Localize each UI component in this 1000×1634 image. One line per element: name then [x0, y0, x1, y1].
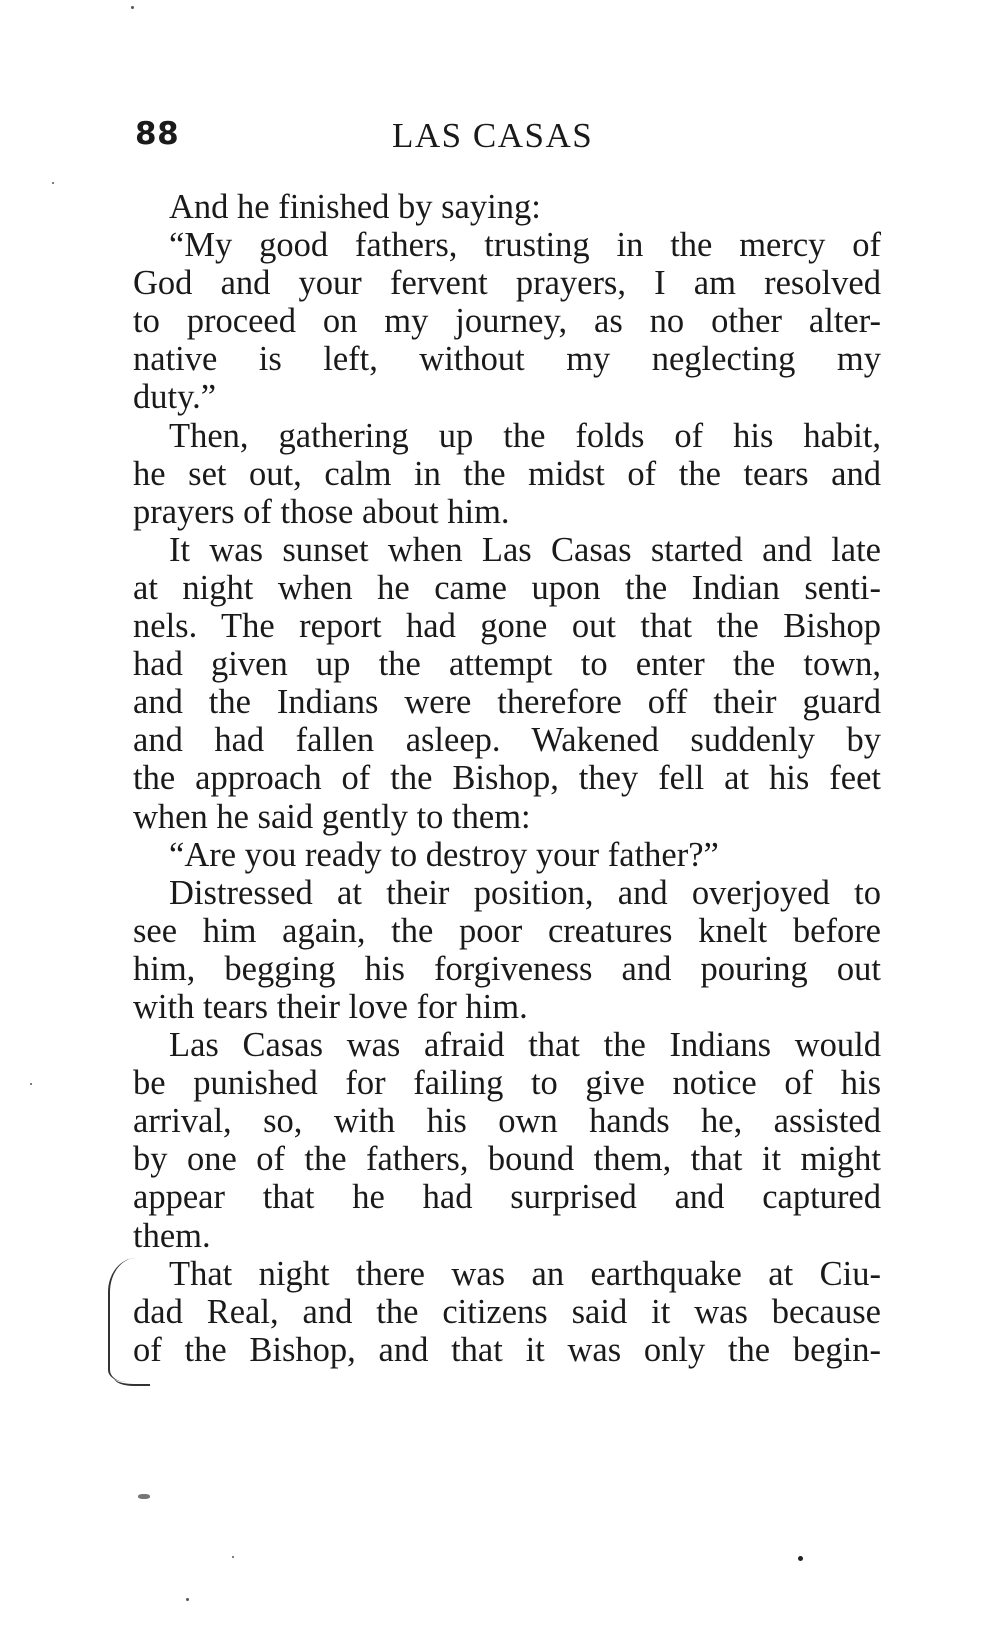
text-line: to proceed on my journey, as no other alter- [133, 302, 881, 341]
handwritten-bracket-mark [108, 1258, 144, 1382]
paragraph [133, 874, 881, 1026]
text-line: “My good fathers, trusting in the mercy of [169, 226, 881, 265]
body-text [133, 188, 881, 1369]
text-line: Las Casas was afraid that the Indians would [169, 1026, 881, 1065]
text-line: dad Real, and the citizens said it was because [133, 1292, 881, 1331]
text-line: And he finished by saying: [169, 188, 541, 226]
text-line: It was sunset when Las Casas started and late [169, 530, 881, 569]
text-line: the approach of the Bishop, they fell at his feet [133, 759, 881, 798]
text-line: and had fallen asleep. Wakened suddenly by [133, 721, 881, 760]
text-line: prayers of those about him. [133, 492, 510, 531]
text-line: see him again, the poor creatures knelt before [133, 911, 881, 950]
ink-speck [138, 1494, 150, 1499]
text-line: he set out, calm in the midst of the tears and [133, 454, 881, 493]
page-number: 88 [135, 116, 180, 152]
text-line: be punished for failing to give notice of his [133, 1064, 881, 1103]
text-line: at night when he came upon the Indian senti- [133, 568, 881, 607]
text-line: with tears their love for him. [133, 987, 528, 1026]
ink-speck [186, 1598, 189, 1601]
ink-speck [798, 1556, 803, 1561]
text-line: duty.” [133, 378, 217, 417]
paragraph [133, 188, 881, 226]
running-title: LAS CASAS [392, 116, 594, 155]
text-line: “Are you ready to destroy your father?” [169, 835, 719, 874]
text-line: appear that he had surprised and captured [133, 1178, 881, 1217]
paragraph [133, 226, 881, 416]
ink-speck [131, 6, 134, 9]
text-line: them. [133, 1216, 211, 1255]
text-line: native is left, without my neglecting my [133, 340, 881, 379]
paragraph [133, 531, 881, 836]
text-line: of the Bishop, and that it was only the begin- [133, 1330, 881, 1369]
text-line: Distressed at their position, and overjoyed to [169, 873, 881, 912]
text-line: God and your fervent prayers, I am resolved [133, 264, 881, 303]
text-line: That night there was an earthquake at Ciu- [169, 1254, 881, 1293]
paragraph [133, 1026, 881, 1255]
paragraph [133, 417, 881, 531]
paragraph [133, 836, 881, 874]
ink-speck [232, 1556, 234, 1558]
text-line: him, begging his forgiveness and pouring out [133, 949, 881, 988]
text-line: Then, gathering up the folds of his habit, [169, 416, 881, 455]
text-line: and the Indians were therefore off their guard [133, 683, 881, 722]
ink-speck [52, 182, 54, 184]
text-line: nels. The report had gone out that the Bishop [133, 607, 881, 646]
ink-speck [30, 1083, 32, 1085]
text-line: had given up the attempt to enter the town, [133, 645, 881, 684]
text-line: when he said gently to them: [133, 797, 531, 836]
paragraph [133, 1255, 881, 1369]
text-line: by one of the fathers, bound them, that it might [133, 1140, 881, 1179]
handwritten-bracket-tail [114, 1376, 150, 1386]
text-line: arrival, so, with his own hands he, assisted [133, 1102, 881, 1141]
